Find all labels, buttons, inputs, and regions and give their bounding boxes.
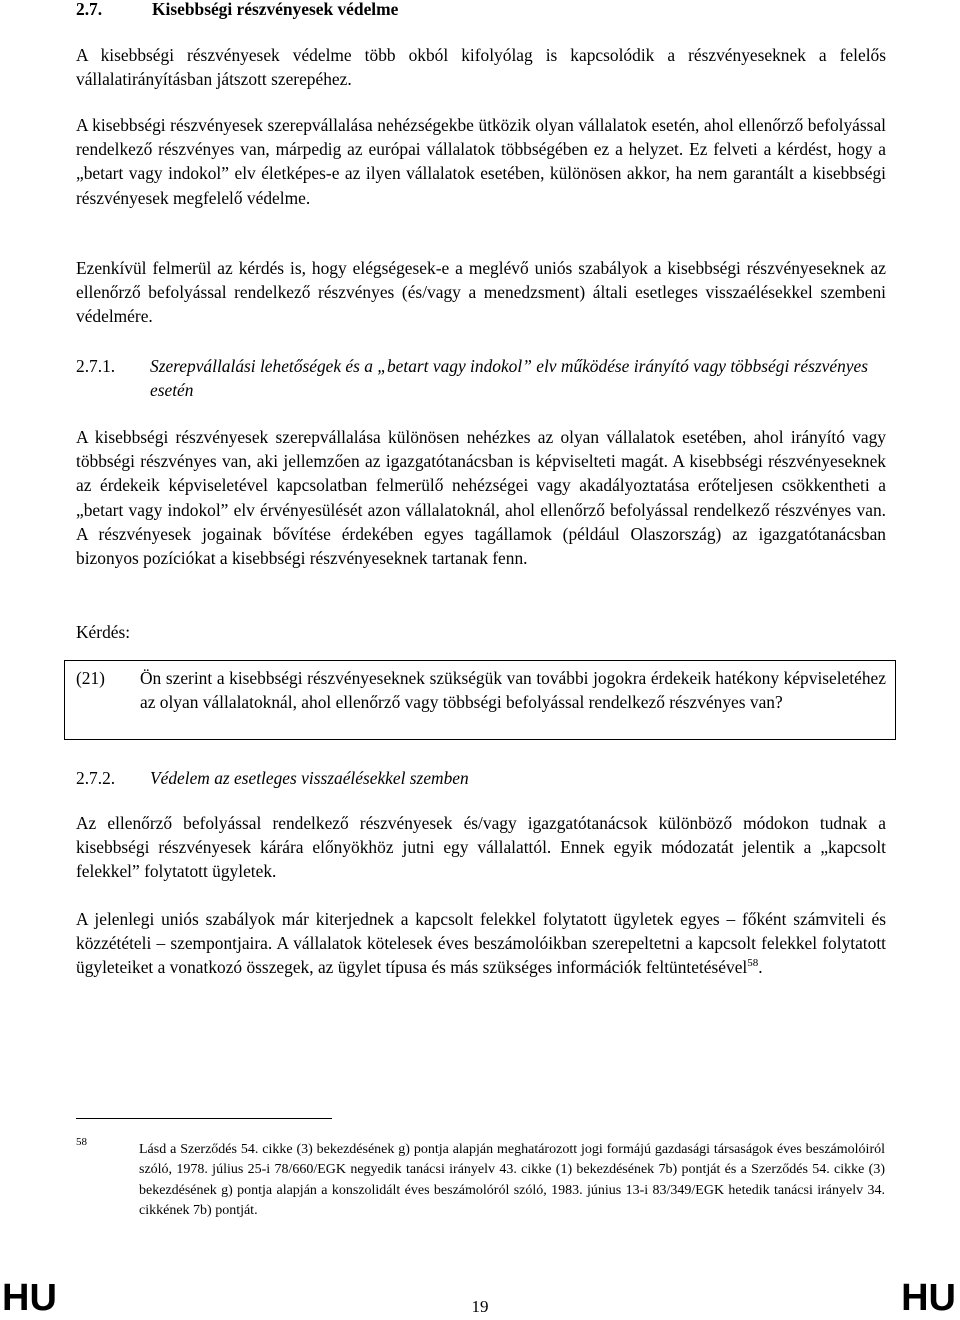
footnote-text: Lásd a Szerződés 54. cikke (3) bekezdésének g) pontja alapján meghatározott jogi formájú gazdasági társaságok éves beszámolóiról szóló, 1978. július 25-i 78/660/EGK negyedik tanácsi irányelv 43. cikke (1) bekezdésének 7b) pontját és a Szerződés 54. cikke (3) bekezdésének g) pontja alapján a konszolidált éves beszámolóról szóló, 1983. június 13-i 83/349/EGK hetedik tanácsi irányelv 34. cikkének 7b) pontját.: [139, 1142, 885, 1218]
page-number: 19: [471, 1297, 489, 1316]
question-label: [76, 620, 886, 644]
paragraph-1: [76, 43, 886, 91]
paragraph-6-end: .: [758, 957, 763, 978]
footer-language-left: HU: [2, 1277, 57, 1319]
paragraph-4-text: A kisebbségi részvényesek szerepvállalása különösen nehézkes az olyan vállalatok esetében, ahol irányító vagy többségi részvényes van, aki jellemzően az igazgatótanácsban is képviselteti magát. A kisebbségi részvényeseknek az érdekeik képviseletével kapcsolatban felmerülő nehézségei vagy akadályoztatása erőteljesen csökkentheti a „betart vagy indokol” elv érvényesülését azon vállalatoknál, ahol ellenőrző befolyással rendelkező részvényes van. A részvényesek jogainak bővítése érdekében egyes tagállamok (például Olaszország) az igazgatótanácsban bizonyos pozíciókat a kisebbségi részvényeseknek tartanak fenn.: [76, 427, 886, 569]
subsection-title: Védelem az esetleges visszaélésekkel szemben: [150, 768, 469, 788]
paragraph-6: [76, 907, 886, 980]
question-text: Ön szerint a kisebbségi részvényeseknek szükségük van további jogokra érdekeik hatékony képviseletéhez az olyan vállalatoknál, ahol ellenőrző vagy többségi befolyással rendelkező részvényes van?: [140, 668, 886, 713]
paragraph-5-text: Az ellenőrző befolyással rendelkező részvényesek és/vagy igazgatótanácsok különböző módokon tudnak a kisebbségi részvényesek kárára előnyökhöz jutni egy vállalattól. Ennek egyik módozatát jelentik a „kapcsolt felekkel” folytatott ügyletek.: [76, 813, 886, 882]
paragraph-2-text: A kisebbségi részvényesek szerepvállalása nehézségekbe ütközik olyan vállalatok esetén, ahol ellenőrző befolyással rendelkező részvényes van, márpedig az európai vállalatok többségében ez a helyzet. Ez felveti a kérdést, hogy a „betart vagy indokol” elv életképes-e az ilyen vállalatok esetében, különösen akkor, ha nem garantált a kisebbségi részvényesek megfelelő védelme.: [76, 115, 886, 208]
question-number: (21): [76, 668, 105, 688]
footnote-reference[interactable]: 58: [747, 957, 759, 970]
paragraph-3: [76, 256, 886, 329]
footnote-separator: [76, 1118, 332, 1119]
footer-language-right: HU: [901, 1277, 956, 1319]
subsection-number: 2.7.1.: [76, 356, 116, 376]
paragraph-5: [76, 811, 886, 884]
paragraph-1-text: A kisebbségi részvényesek védelme több okból kifolyólag is kapcsolódik a részvényeseknek a felelős vállalatirányításban játszott szerepéhez.: [76, 45, 886, 90]
subsection-heading-2: [76, 766, 886, 792]
paragraph-4: [76, 425, 886, 570]
paragraph-2: [76, 113, 886, 210]
question-label-text: Kérdés:: [76, 622, 131, 642]
subsection-title: Szerepvállalási lehetőségek és a „betart vagy indokol” elv működése irányító vagy többségi részvényes esetén: [150, 356, 868, 401]
section-number: 2.7.: [76, 0, 103, 19]
paragraph-3-text: Ezenkívül felmerül az kérdés is, hogy elégségesek-e a meglévő uniós szabályok a kisebbségi részvényeseknek az ellenőrző befolyással rendelkező részvényes (és/vagy a menedzsment) általi esetleges visszaélésekkel szembeni védelmére.: [76, 258, 886, 327]
section-heading: [76, 0, 398, 21]
subsection-number: 2.7.2.: [76, 768, 116, 788]
question-box: [64, 660, 896, 740]
paragraph-6-text: [76, 907, 886, 980]
section-title: Kisebbségi részvényesek védelme: [152, 0, 399, 19]
paragraph-6-body: A jelenlegi uniós szabályok már kiterjednek a kapcsolt felekkel folytatott ügyletek egyes – főként számviteli és közzétételi – szempontjaira. A vállalatok kötelesek éves beszámolóikban szerepeltetni a kapcsolt felekkel folytatott ügyleteiket a vonatkozó összegek, az ügylet típusa és más szükséges információk feltüntetésével: [76, 909, 886, 978]
footnote-number: 58: [76, 1136, 87, 1148]
subsection-heading-1: [76, 354, 886, 404]
